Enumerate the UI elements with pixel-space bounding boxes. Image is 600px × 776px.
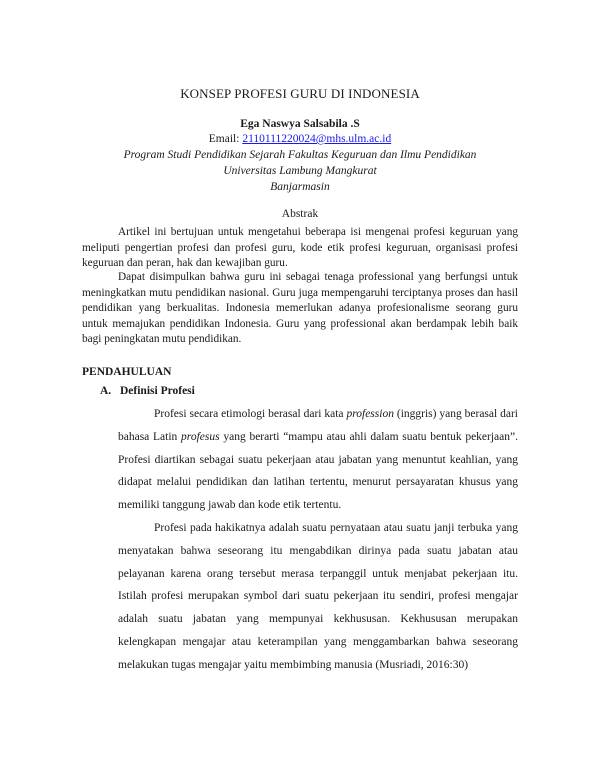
italic-term-profesus: profesus [181, 430, 220, 443]
university-name: Universitas Lambung Mangkurat [223, 165, 377, 177]
paper-title: KONSEP PROFESI GURU DI INDONESIA [180, 86, 420, 101]
subsection-heading [100, 385, 195, 397]
email-link[interactable]: 2110111220024@mhs.ulm.ac.id [242, 133, 392, 145]
abstract-text-1: Artikel ini bertujuan untuk mengetahui beberapa isi mengenai profesi keguruan yang meliputi pengertian profesi dan profesi guru, kode etik profesi keguruan, organisasi profesi keguruan dan peran, hak dan kewajiban guru. [82, 226, 518, 270]
city-name: Banjarmasin [270, 181, 330, 193]
study-program: Program Studi Pendidikan Sejarah Fakultas Keguruan dan Ilmu Pendidikan [123, 149, 477, 161]
abstract-paragraph-1 [82, 225, 518, 272]
email-line [0, 132, 600, 147]
abstract-paragraph-2 [82, 270, 518, 348]
subsection-number: A. [100, 385, 112, 397]
body-text-1 [118, 403, 518, 517]
body-paragraph-1 [118, 403, 518, 517]
body-paragraph-2 [118, 517, 518, 677]
italic-term-profession: profession [346, 408, 394, 420]
body-text-1c: yang berarti “mampu atau ahli dalam suatu bentuk pekerjaan”. Profesi diartikan sebagai suatu pekerjaan atau jabatan yang menuntut keahlian, yang didapat melalui pendidikan dan latihan tertentu, menurut persayaratan khusus yang memiliki tanggung jawab dan kode etik tertentu. [118, 430, 518, 512]
email-label: Email: [208, 133, 243, 145]
author-name: Ega Naswya Salsabila .S [240, 118, 360, 130]
abstract-heading: Abstrak [281, 208, 319, 220]
body-text-1b: (inggris) yang berasal dari bahasa Latin [118, 408, 518, 443]
section-heading: PENDAHULUAN [82, 366, 172, 378]
subsection-title: Definisi Profesi [120, 385, 195, 397]
body-text-1a: Profesi secara etimologi berasal dari kata [154, 408, 347, 420]
body-text-2: Profesi pada hakikatnya adalah suatu pernyataan atau suatu janji terbuka yang menyatakan bahwa seseorang itu mengabdikan dirinya pada suatu jabatan atau pelayanan karena orang tersebut merasa terpanggil untuk menjabat pekerjaan itu. Istilah profesi merupakan symbol dari suatu pekerjaan itu sendiri, profesi mengajar adalah suatu jabatan yang mempunyai kekhususan. Kekhususan merupakan kelengkapan mengajar atau keterampilan yang menggambarkan bahwa seseorang melakukan tugas mengajar yaitu membimbing manusia (Musriadi, 2016:30) [118, 522, 518, 671]
abstract-text-2: Dapat disimpulkan bahwa guru ini sebagai tenaga professional yang berfungsi untuk meningkatkan mutu pendidikan nasional. Guru juga mempengaruhi terciptanya proses dan hasil pendidikan yang berkualitas. Indonesia memerlukan adanya profesionalisme seorang guru untuk memajukan pendidikan Indonesia. Guru yang professional akan berdampak lebih baik bagi peningkatan mutu pendidikan. [82, 271, 518, 346]
